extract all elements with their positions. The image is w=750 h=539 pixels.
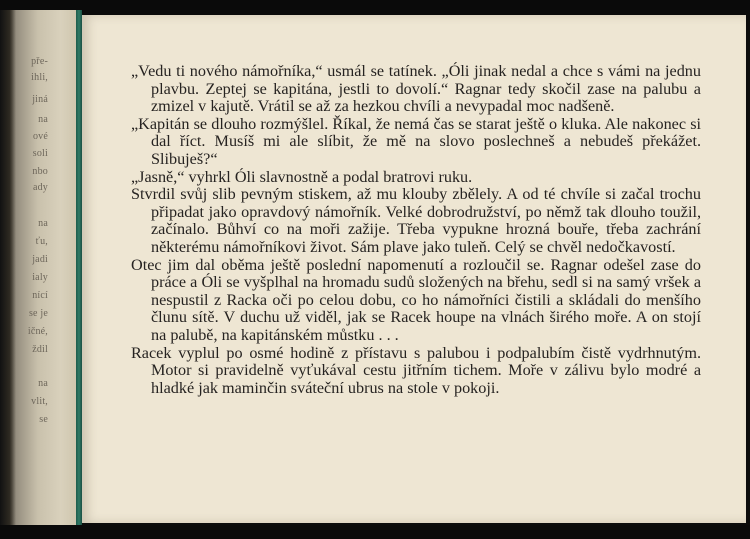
- left-page-fragment: jadi: [32, 254, 48, 265]
- left-page-fragment: na: [38, 218, 48, 229]
- paragraph: Racek vyplul po osmé hodině z přístavu s palubou i podpalubím čistě vydrhnutým. Motor si pravidelně vyťukával cestu jitřním tichem. Moře v zálivu bylo modré a hladké jak maminčin sváteční ubrus na stole v pokoji.: [131, 343, 701, 397]
- left-page-fragment: jiná: [32, 94, 48, 105]
- left-page-fragment: na: [38, 114, 48, 125]
- left-page-fragment: ady: [32, 182, 48, 193]
- page-body-text: [131, 63, 701, 397]
- left-page-fragment: soli: [32, 148, 48, 159]
- left-page-fragment: ždil: [32, 344, 48, 355]
- left-page-fragment: ové: [32, 131, 48, 142]
- left-page-fragment: nbo: [32, 166, 48, 177]
- paragraph: „Vedu ti nového námořníka,“ usmál se tatínek. „Óli jinak nedal a chce s vámi na jednu plavbu. Zeptej se kapitána, jestli to dovolí.“ Ragnar tedy skočil zase na palubu a zmizel v kajutě. Vrátil se až za hezkou chvíli a nevypadal moc nadšeně.: [131, 62, 701, 116]
- scan-bottom-border: [0, 525, 750, 539]
- paragraph: „Kapitán se dlouho rozmýšlel. Říkal, že nemá čas se starat ještě o kluka. Ale nakonec si dal říct. Musíš mi ale slíbit, že mě na slovo poslechneš a nebudeš překážet. Slibuješ?“: [131, 114, 701, 168]
- left-page-fragment: nící: [32, 290, 48, 301]
- paragraph: Stvrdil svůj slib pevným stiskem, až mu klouby zbělely. A od té chvíle si začal trochu připadat jako opravdový námořník. Velké dobrodružství, po němž tak dlouho toužil, začínalo. Bůhví co na moři zažije. Třeba vypukne hrozná bouře, třeba zachrání některému námořníkovi život. Sám plave jako tuleň. Celý se chvěl nedočkavostí.: [131, 185, 701, 256]
- left-page-fragment: ihli,: [31, 72, 48, 83]
- left-page-fragment: se je: [28, 308, 48, 319]
- left-page-fragment: ialy: [32, 272, 48, 283]
- left-page-fragment: vlit,: [31, 396, 48, 407]
- left-page-fragment: pře-: [31, 56, 48, 67]
- left-page-fragment: na: [38, 378, 48, 389]
- left-page-fragment: ičné,: [27, 326, 48, 337]
- book-page: [82, 15, 746, 523]
- left-page-fragment: ťu,: [35, 236, 48, 247]
- book-gutter-shadow: [0, 10, 16, 525]
- paragraph: Otec jim dal oběma ještě poslední napomenutí a rozloučil se. Ragnar odešel zase do práce a Óli se vyšplhal na hromadu sudů složených na břehu, sedl si na samý vršek a nespustil z Racka oči po celou dobu, co ho námořníci čistili a skládali do menšího člunu sítě. V duchu už viděl, jak se Racek houpe na vlnách širého moře. A on stojí na palubě, na kapitánském můstku . . .: [131, 255, 701, 344]
- left-page-edge: [0, 10, 76, 525]
- left-page-fragment: se: [39, 414, 48, 425]
- paragraph: „Jasně,“ vyhrkl Óli slavnostně a podal bratrovi ruku.: [131, 167, 473, 186]
